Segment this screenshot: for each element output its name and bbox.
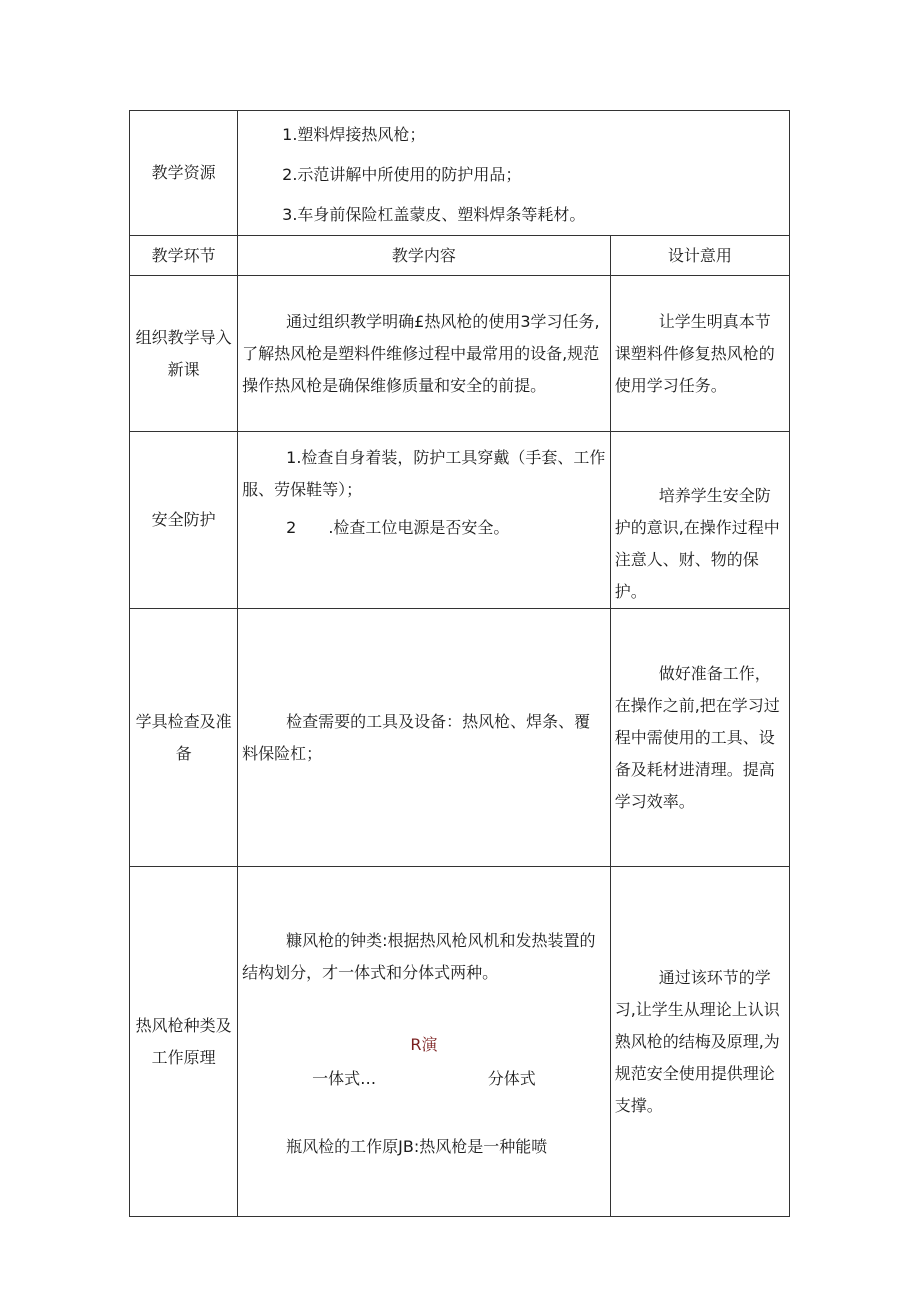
- resource-item: 2.示范讲解中所使用的防护用品；: [282, 165, 522, 184]
- stage-line: 学具检查及准: [135, 711, 232, 731]
- stage-cell: [130, 609, 238, 867]
- content-cell: [238, 276, 611, 432]
- table-row: [130, 432, 790, 609]
- content-cell: [238, 432, 611, 609]
- content-text: 1.检查自身着装，防护工具穿戴（手套、工作服、劳保鞋等）；: [242, 448, 606, 499]
- stage-line: 工作原理: [151, 1047, 216, 1067]
- stage-cell: [130, 276, 238, 432]
- content-text: 2 .检查工位电源是否安全。: [286, 518, 510, 537]
- intent-text: 培养学生安全防护的意识,在操作过程中注意人、财、物的保护。: [614, 486, 780, 601]
- stage-line: 新课: [167, 359, 200, 379]
- header-stage: 教学环节: [130, 236, 238, 276]
- resources-label: 教学资源: [130, 111, 238, 236]
- type-split: 分体式: [487, 1069, 536, 1088]
- intent-text: 通过该环节的学习,让学生从理论上认识熟风枪的结梅及原理,为规范安全使用提供理论支撑。: [614, 967, 780, 1115]
- resources-content: [238, 111, 790, 236]
- content-cell: [238, 867, 611, 1217]
- stage-cell: [130, 432, 238, 609]
- intent-text: 做好准备工作，在操作之前,把在学习过程中需使用的工具、设备及耗材进清理。提高学习效率。: [614, 663, 780, 811]
- table-row: [130, 276, 790, 432]
- content-text: 检查需要的工具及设备：热风枪、焊条、覆料保险杠；: [242, 711, 591, 763]
- content-text: 瓶风检的工作原JB:热风枪是一种能喷: [286, 1137, 548, 1156]
- table-row: [130, 867, 790, 1217]
- resource-item: 3.车身前保险杠盖蒙皮、塑料焊条等耗材。: [282, 205, 586, 224]
- intent-cell: [610, 609, 789, 867]
- header-intent: 设计意用: [610, 236, 789, 276]
- content-text: 通过组织教学明确£热风枪的使用3学习任务,了解热风枪是塑料件维修过程中最常用的设备,规范操作热风枪是确保维修质量和安全的前提。: [242, 311, 600, 395]
- stage-cell: [130, 867, 238, 1217]
- lesson-plan-table: [129, 110, 790, 1217]
- type-integrated: 一体式…: [312, 1069, 377, 1088]
- intent-cell: [610, 276, 789, 432]
- stage-line: 热风枪种类及: [135, 1015, 232, 1035]
- header-row: [130, 236, 790, 276]
- resource-item: 1.塑料焊接热风枪；: [282, 125, 426, 144]
- intent-text: 让学生明真本节课塑料件修复热风枪的使用学习任务。: [614, 311, 775, 395]
- gun-types: [242, 1063, 606, 1095]
- resources-row: [130, 111, 790, 236]
- stage-line: 组织教学导入: [135, 327, 232, 347]
- intent-cell: [610, 432, 789, 609]
- stage-line: 备: [175, 743, 192, 763]
- content-cell: [238, 609, 611, 867]
- stage-line: 安全防护: [151, 510, 216, 529]
- diagram-label: R演: [410, 1035, 438, 1054]
- table-row: [130, 609, 790, 867]
- header-content: 教学内容: [238, 236, 611, 276]
- content-text: 糠风枪的钟类:根据热风枪风机和发热装置的结构划分，才一体式和分体式两种。: [242, 931, 596, 982]
- intent-cell: [610, 867, 789, 1217]
